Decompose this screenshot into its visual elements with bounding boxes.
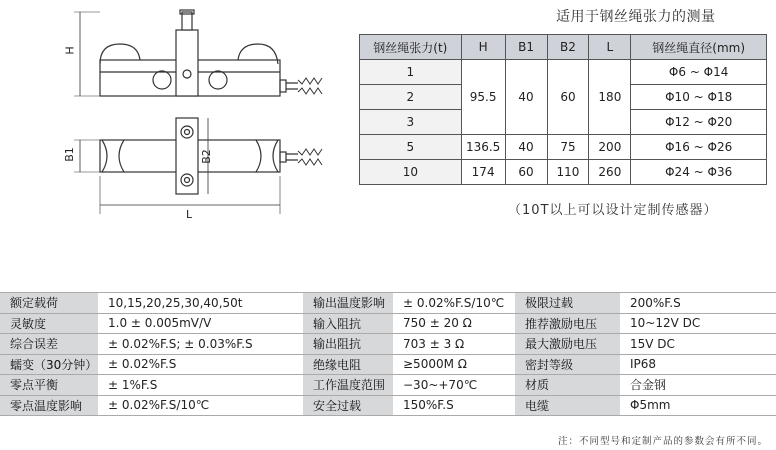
l-cell: 260 [589, 160, 631, 185]
spec-label: 输入阻抗 [303, 313, 393, 334]
spec-label: 灵敏度 [0, 313, 98, 334]
spec-label: 推荐激励电压 [515, 313, 620, 334]
header-tension: 钢丝绳张力(t) [360, 35, 462, 60]
spec-label: 额定载荷 [0, 293, 98, 314]
tension-cell: 2 [360, 85, 462, 110]
diameter-cell: Φ24 ~ Φ36 [631, 160, 767, 185]
table-row [360, 60, 767, 85]
spec-value: ± 0.02%F.S [98, 354, 303, 375]
header-diameter: 钢丝绳直径(mm) [631, 35, 767, 60]
tension-cell: 5 [360, 135, 462, 160]
diameter-cell: Φ16 ~ Φ26 [631, 135, 767, 160]
spec-value: 1.0 ± 0.005mV/V [98, 313, 303, 334]
spec-label: 零点平衡 [0, 375, 98, 396]
spec-row [0, 375, 776, 396]
header-l: L [589, 35, 631, 60]
b1-cell: 40 [505, 60, 547, 135]
dimension-table [359, 34, 767, 185]
drawing-label-b2: B2 [199, 149, 213, 164]
spec-label: 电缆 [515, 395, 620, 416]
diameter-cell: Φ12 ~ Φ20 [631, 110, 767, 135]
drawing-label-b1: B1 [62, 147, 76, 162]
spec-value: 15V DC [620, 334, 776, 355]
spec-row [0, 334, 776, 355]
spec-label: 最大激励电压 [515, 334, 620, 355]
spec-value: ≥5000M Ω [393, 354, 515, 375]
spec-value: ± 0.02%F.S; ± 0.03%F.S [98, 334, 303, 355]
spec-value: 200%F.S [620, 293, 776, 314]
spec-value: −30~+70℃ [393, 375, 515, 396]
spec-value: ± 0.02%F.S/10℃ [98, 395, 303, 416]
spec-label: 蠕变（30分钟） [0, 354, 98, 375]
b2-cell: 60 [547, 60, 589, 135]
spec-label: 极限过载 [515, 293, 620, 314]
spec-row [0, 354, 776, 375]
table-row [360, 135, 767, 160]
spec-value: 合金钢 [620, 375, 776, 396]
tension-cell: 3 [360, 110, 462, 135]
spec-label: 输出温度影响 [303, 293, 393, 314]
footnote: 注：不同型号和定制产品的参数会有所不同。 [557, 436, 768, 447]
b2-cell: 75 [547, 135, 589, 160]
spec-row [0, 293, 776, 314]
spec-row [0, 395, 776, 416]
b1-cell: 40 [505, 135, 547, 160]
spec-label: 安全过载 [303, 395, 393, 416]
header-b1: B1 [505, 35, 547, 60]
dimension-table-title: 适用于钢丝绳张力的测量 [556, 9, 716, 25]
spec-value: ± 1%F.S [98, 375, 303, 396]
diameter-cell: Φ6 ~ Φ14 [631, 60, 767, 85]
spec-value: 703 ± 3 Ω [393, 334, 515, 355]
spec-label: 输出阻抗 [303, 334, 393, 355]
spec-value: 10,15,20,25,30,40,50t [98, 293, 303, 314]
h-cell: 95.5 [461, 60, 505, 135]
sensor-drawing [60, 0, 350, 230]
spec-label: 零点温度影响 [0, 395, 98, 416]
h-cell: 136.5 [461, 135, 505, 160]
drawing-label-l: L [186, 208, 193, 221]
h-cell: 174 [461, 160, 505, 185]
spec-label: 密封等级 [515, 354, 620, 375]
drawing-label-h: H [63, 46, 77, 55]
spec-value: Φ5mm [620, 395, 776, 416]
spec-label: 绝缘电阻 [303, 354, 393, 375]
spec-row [0, 313, 776, 334]
b1-cell: 60 [505, 160, 547, 185]
tension-cell: 1 [360, 60, 462, 85]
spec-value: ± 0.02%F.S/10℃ [393, 293, 515, 314]
header-h: H [461, 35, 505, 60]
diameter-cell: Φ10 ~ Φ18 [631, 85, 767, 110]
b2-cell: 110 [547, 160, 589, 185]
tension-cell: 10 [360, 160, 462, 185]
header-b2: B2 [547, 35, 589, 60]
spec-value: 150%F.S [393, 395, 515, 416]
spec-value: 750 ± 20 Ω [393, 313, 515, 334]
spec-value: 10~12V DC [620, 313, 776, 334]
spec-label: 工作温度范围 [303, 375, 393, 396]
l-cell: 200 [589, 135, 631, 160]
spec-label: 材质 [515, 375, 620, 396]
spec-value: IP68 [620, 354, 776, 375]
table-row [360, 160, 767, 185]
l-cell: 180 [589, 60, 631, 135]
spec-table [0, 292, 776, 416]
custom-sensor-note: （10T以上可以设计定制传感器） [508, 203, 718, 218]
spec-label: 综合误差 [0, 334, 98, 355]
dimension-header-row [360, 35, 767, 60]
